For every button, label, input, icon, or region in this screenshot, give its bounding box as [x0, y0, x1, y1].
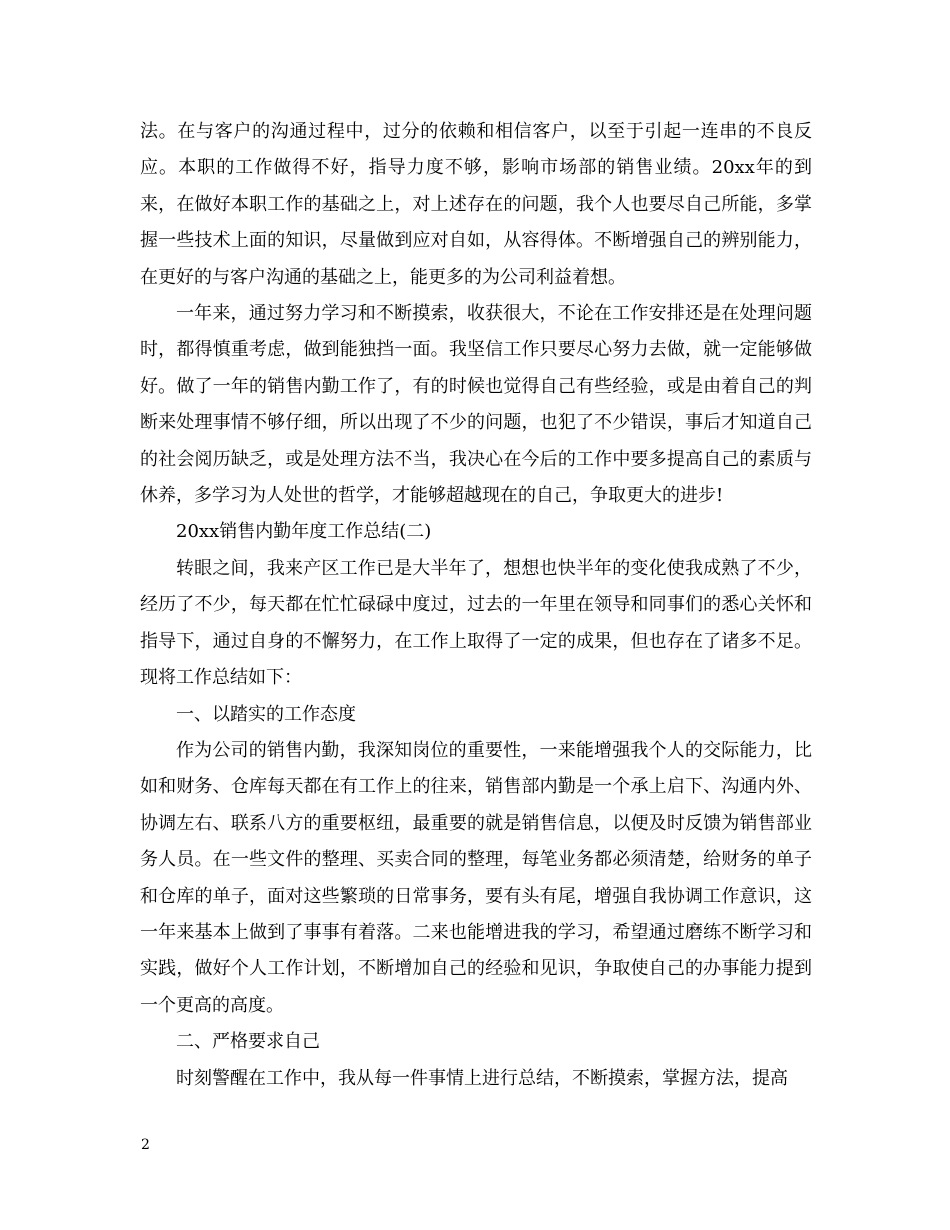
- paragraph-5: 时刻警醒在工作中，我从每一件事情上进行总结，不断摸索，掌握方法，提高: [176, 1067, 788, 1089]
- paragraph-4: 作为公司的销售内勤，我深知岗位的重要性，一来能增强我个人的交际能力，比如和财务、仓库每天都在有工作上的往来，销售部内勤是一个承上启下、沟通内外、协调左右、联系八方的重要枢纽，最重要的就是销售信息，以便及时反馈为销售部业务人员。在一些文件的整理、买卖合同的整理，每笔业务都必须清楚，给财务的单子和仓库的单子，面对这些繁琐的日常事务，要有头有尾，增强自我协调工作意识，这一年来基本上做到了事事有着落。二来也能增进我的学习，希望通过磨练不断学习和实践，做好个人工作计划，不断增加自己的经验和见识，争取使自己的办事能力提到一个更高的高度。: [140, 739, 812, 1016]
- paragraph-2: 一年来，通过努力学习和不断摸索，收获很大，不论在工作安排还是在处理问题时，都得慎重考虑，做到能独挡一面。我坚信工作只要尽心努力去做，就一定能够做好。做了一年的销售内勤工作了，有的时候也觉得自己有些经验，或是由着自己的判断来处理事情不够仔细，所以出现了不少的问题，也犯了不少错误，事后才知道自己的社会阅历缺乏，或是处理方法不当，我决心在今后的工作中要多提高自己的素质与休养，多学习为人处世的哲学，才能够超越现在的自己，争取更大的进步!: [140, 303, 812, 507]
- heading-2: 二、严格要求自己: [176, 1031, 320, 1053]
- paragraph-1: 法。在与客户的沟通过程中，过分的依赖和相信客户，以至于引起一连串的不良反应。本职的工作做得不好，指导力度不够，影响市场部的销售业绩。20xx年的到来，在做好本职工作的基础之上，对上述存在的问题，我个人也要尽自己所能，多掌握一些技术上面的知识，尽量做到应对自如，从容得体。不断增强自己的辨别能力，在更好的与客户沟通的基础之上，能更多的为公司利益着想。: [140, 121, 812, 288]
- paragraph-3: 转眼之间，我来产区工作已是大半年了，想想也快半年的变化使我成熟了不少，经历了不少，每天都在忙忙碌碌中度过，过去的一年里在领导和同事们的悉心关怀和指导下，通过自身的不懈努力，在工作上取得了一定的成果，但也存在了诸多不足。现将工作总结如下：: [140, 557, 812, 689]
- section-title: 20xx销售内勤年度工作总结(二): [176, 521, 432, 543]
- heading-1: 一、以踏实的工作态度: [176, 703, 356, 725]
- document-body: [140, 114, 812, 1097]
- page-number: 2: [141, 1137, 150, 1153]
